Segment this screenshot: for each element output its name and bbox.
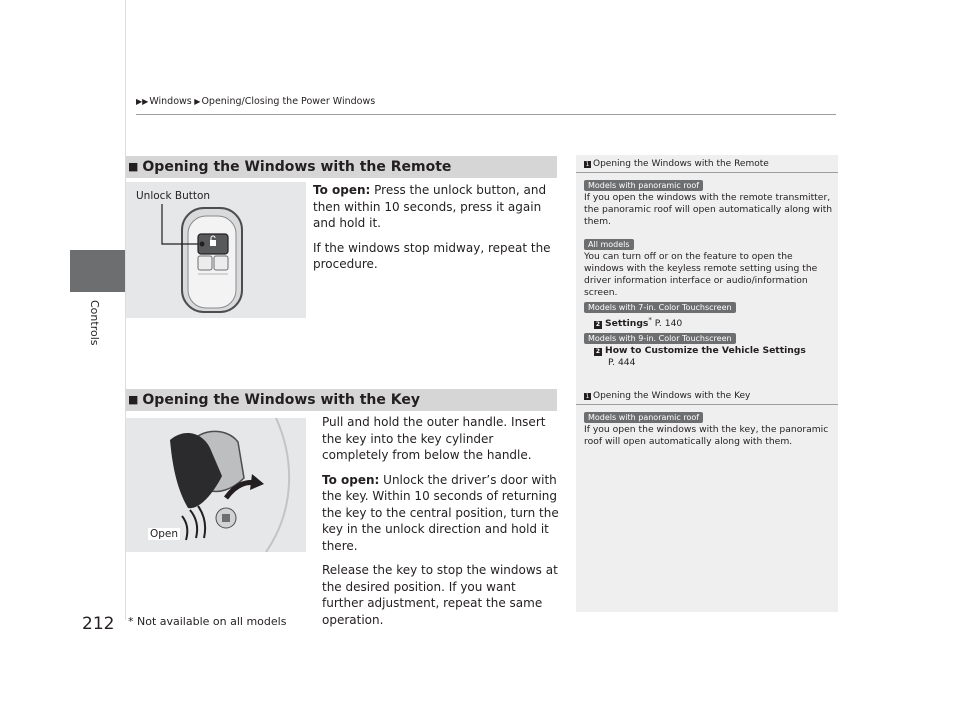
section1-open-text: Press the unlock button, and then within 10 seconds, press it again and hold it. xyxy=(313,183,547,230)
section2-open-paragraph xyxy=(322,472,560,555)
header-divider xyxy=(136,114,836,115)
section2-open-text: Unlock the driver’s door with the key. Within 10 seconds of returning the key to the central position, turn the key in the unlock direction and hold it there. xyxy=(322,472,559,553)
model-badge: Models with 9-in. Color Touchscreen xyxy=(584,333,736,344)
footnote: * Not available on all models xyxy=(128,615,287,628)
section1-body xyxy=(313,182,560,281)
reference-label: Settings xyxy=(605,318,649,330)
side-tab xyxy=(70,0,126,620)
to-open-label: To open: xyxy=(322,472,380,487)
note-text: You can turn off or on the feature to open the windows with the keyless remote setting using the driver information interface or audio/information screen. xyxy=(584,251,818,298)
model-badge: Models with 7-in. Color Touchscreen xyxy=(584,302,736,313)
asterisk-mark: * xyxy=(648,316,652,324)
note-title-text: Opening the Windows with the Remote xyxy=(593,159,769,169)
settings-reference[interactable] xyxy=(594,314,834,330)
section-heading-remote xyxy=(126,156,557,178)
model-badge: Models with panoramic roof xyxy=(584,412,703,423)
section-heading-text: Opening the Windows with the Key xyxy=(142,392,420,408)
note-marker-icon: 1 xyxy=(585,160,590,168)
breadcrumb xyxy=(136,96,375,107)
reference-page: P. 444 xyxy=(608,357,636,369)
note-divider xyxy=(576,404,838,405)
page-number: 212 xyxy=(82,614,115,634)
section2-insert-paragraph: Pull and hold the outer handle. Insert the key into the key cylinder completely from below the handle. xyxy=(322,415,546,462)
reference-page: P. 140 xyxy=(651,318,683,330)
unlock-button-callout: Unlock Button xyxy=(136,190,211,202)
note-text: If you open the windows with the remote transmitter, the panoramic roof will open automatically along with them. xyxy=(584,192,833,227)
section1-midway-paragraph: If the windows stop midway, repeat the procedure. xyxy=(313,240,551,271)
open-direction-label: Open xyxy=(150,528,179,540)
section2-body xyxy=(322,414,560,636)
reference-label: How to Customize the Vehicle Settings xyxy=(605,345,806,357)
note-text: If you open the windows with the key, the panoramic roof will open automatically along with them. xyxy=(584,424,829,447)
reference-arrow-icon: 2 xyxy=(595,348,601,356)
to-open-label: To open: xyxy=(313,183,371,197)
note-title-text: Opening the Windows with the Key xyxy=(593,391,751,401)
breadcrumb-arrow-icon: ▶▶ xyxy=(136,97,149,106)
reference-arrow-icon: 2 xyxy=(595,321,601,329)
model-badge: All models xyxy=(584,239,634,250)
section1-open-paragraph xyxy=(313,182,560,232)
square-bullet-icon: ■ xyxy=(128,393,139,406)
side-tab-label: Controls xyxy=(88,300,101,346)
note-key xyxy=(584,390,834,448)
note-marker-icon: 1 xyxy=(585,392,590,400)
remote-illustration xyxy=(126,182,306,318)
breadcrumb-arrow-icon: ▶ xyxy=(191,97,201,106)
side-tab-marker xyxy=(70,250,126,292)
notes-sidebar xyxy=(576,155,838,612)
square-bullet-icon: ■ xyxy=(128,160,139,173)
breadcrumb-item-windows[interactable]: Windows xyxy=(149,96,192,107)
breadcrumb-item-opening-closing[interactable]: Opening/Closing the Power Windows xyxy=(201,96,376,107)
note-divider xyxy=(576,172,838,173)
note-title xyxy=(584,158,834,170)
note-remote xyxy=(584,158,834,369)
section-heading-text: Opening the Windows with the Remote xyxy=(142,159,452,175)
remote-key-fob-image xyxy=(126,182,306,318)
key-illustration xyxy=(126,418,306,552)
model-badge: Models with panoramic roof xyxy=(584,180,703,191)
customize-settings-reference[interactable] xyxy=(594,345,834,357)
section-heading-key xyxy=(126,389,557,411)
note-title xyxy=(584,390,834,402)
section2-release-paragraph: Release the key to stop the windows at the desired position. If you want further adjustment, repeat the same operation. xyxy=(322,563,558,627)
